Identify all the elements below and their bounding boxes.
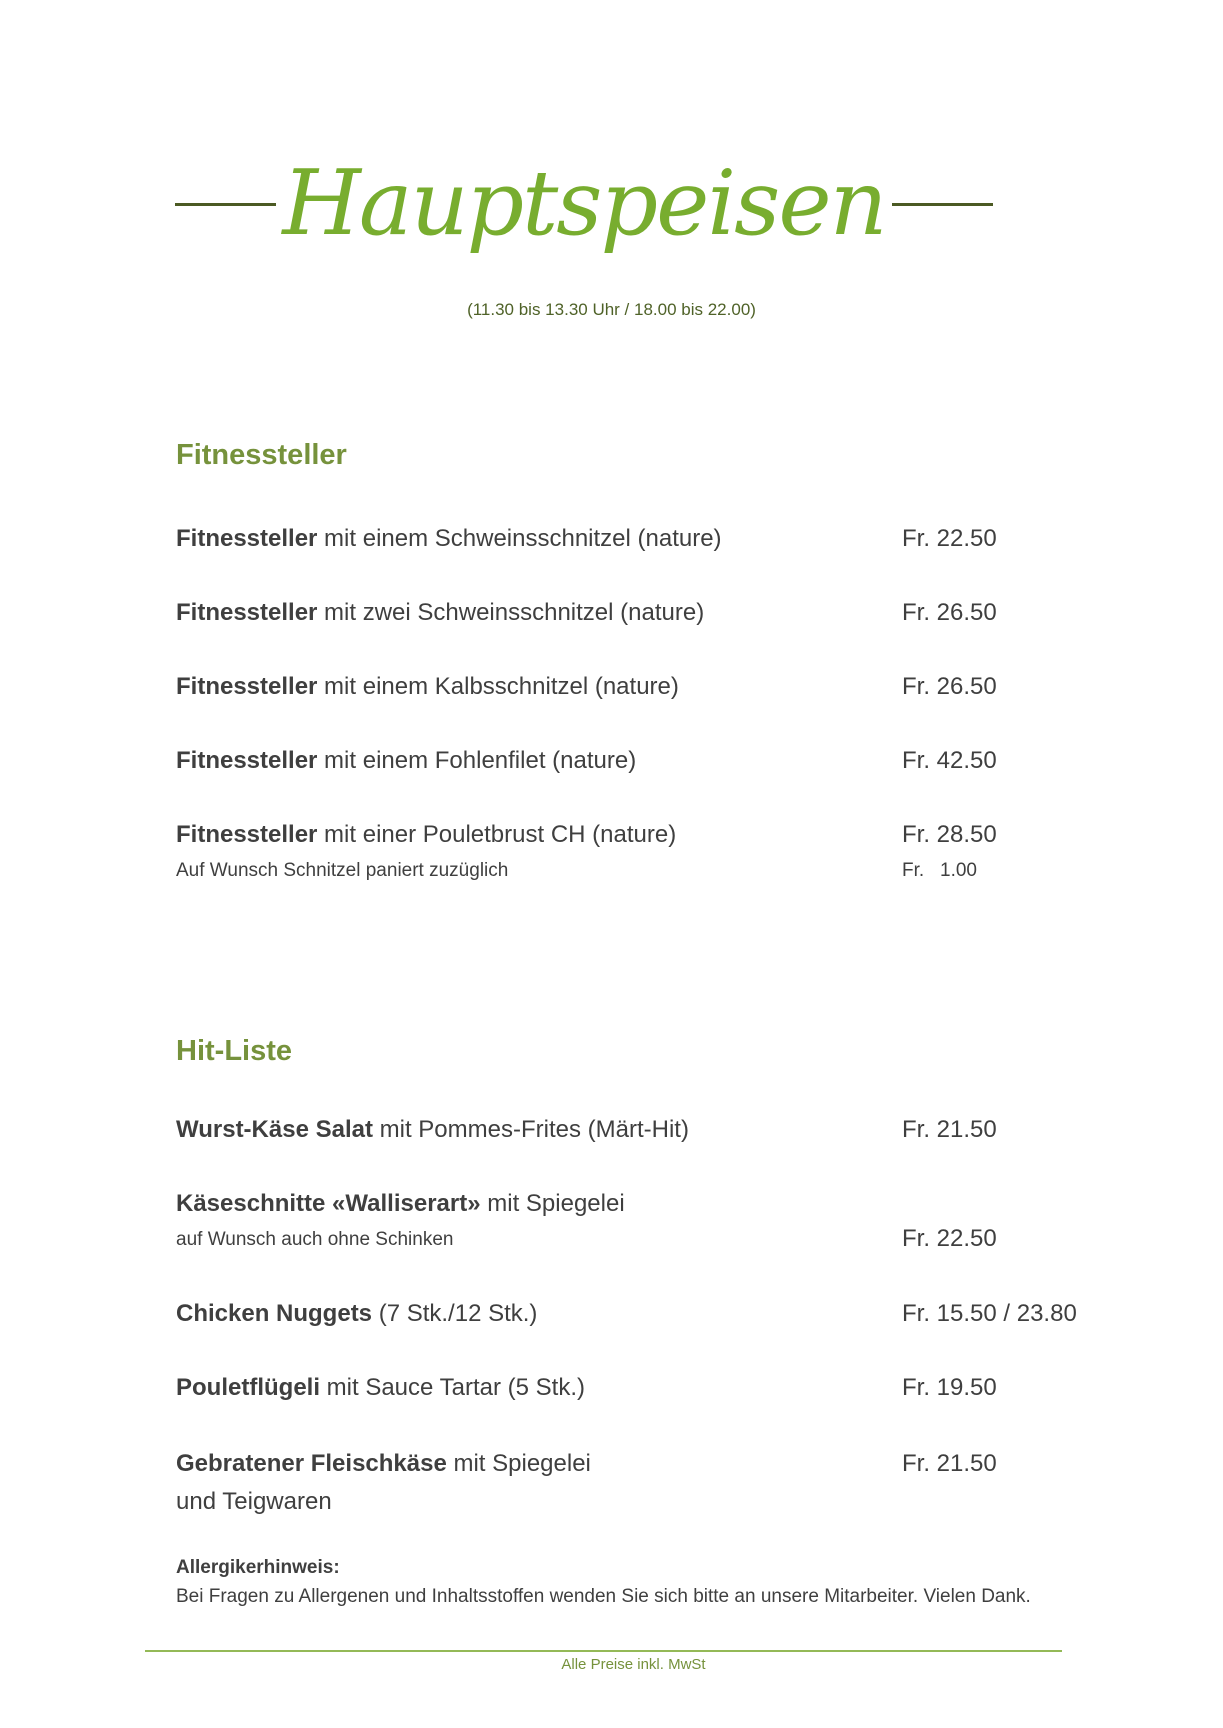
menu-item [176,524,1126,554]
item-price: Fr. 22.50 [902,1225,997,1252]
item-desc: mit Sauce Tartar (5 Stk.) [320,1374,585,1401]
item-name: Käseschnitte «Walliserart» [176,1190,481,1217]
item-price: Fr. 21.50 [902,1116,997,1143]
menu-item-note [176,1227,1126,1252]
allergy-text: Bei Fragen zu Allergenen und Inhaltsstoffen wenden Sie sich bitte an unsere Mitarbeiter. Vielen Dank. [176,1586,1031,1607]
item-desc: mit zwei Schweinsschnitzel (nature) [317,599,705,626]
menu-item [176,1373,1126,1403]
item-price: Fr. 26.50 [902,599,997,626]
menu-item [176,598,1126,628]
item-desc: (7 Stk./12 Stk.) [372,1300,538,1327]
item-desc: mit Pommes-Frites (Märt-Hit) [372,1116,689,1143]
opening-hours: (11.30 bis 13.30 Uhr / 18.00 bis 22.00) [467,300,756,319]
item-desc: mit einem Kalbsschnitzel (nature) [317,673,679,700]
item-desc: mit Spiegelei [480,1190,625,1217]
item-price: Fr. 19.50 [902,1374,997,1401]
section-heading-fitnessteller: Fitnessteller [176,439,347,471]
page-title: Hauptspeisen [282,151,886,256]
item-price: Fr. 15.50 / 23.80 [902,1300,1077,1327]
item-price: Fr. 22.50 [902,525,997,552]
item-desc-continued: und Teigwaren [176,1488,332,1515]
item-name: Fitnessteller [176,525,318,552]
menu-item [176,1299,1126,1329]
note-text: auf Wunsch auch ohne Schinken [176,1229,454,1250]
menu-item [176,1189,1126,1219]
menu-item [176,1115,1126,1145]
item-price: Fr. 42.50 [902,747,997,774]
menu-item [176,1449,1126,1479]
menu-item [176,820,1126,850]
item-name: Gebratener Fleischkäse [176,1450,447,1477]
item-name: Fitnessteller [176,821,318,848]
note-price: Fr. 1.00 [902,860,977,881]
allergy-heading: Allergikerhinweis: [176,1557,340,1578]
item-name: Pouletflügeli [176,1374,320,1401]
title-rule-right [892,203,993,206]
item-desc: mit einem Schweinsschnitzel (nature) [317,525,722,552]
item-desc: mit Spiegelei [446,1450,591,1477]
item-name: Chicken Nuggets [176,1300,373,1327]
item-price: Fr. 28.50 [902,821,997,848]
item-desc: mit einer Pouletbrust CH (nature) [317,821,677,848]
title-block [175,118,993,290]
footer-divider [145,1650,1062,1652]
section-heading-hit-liste: Hit-Liste [176,1035,292,1067]
item-name: Fitnessteller [176,673,318,700]
item-name: Wurst-Käse Salat [176,1116,373,1143]
footer-note: Alle Preise inkl. MwSt [561,1656,706,1673]
menu-item-note [176,858,1126,883]
item-price: Fr. 21.50 [902,1450,997,1477]
item-name: Fitnessteller [176,747,318,774]
item-desc: mit einem Fohlenfilet (nature) [317,747,637,774]
note-text: Auf Wunsch Schnitzel paniert zuzüglich [176,860,509,881]
menu-item [176,672,1126,702]
title-rule-left [175,203,276,206]
item-price: Fr. 26.50 [902,673,997,700]
item-name: Fitnessteller [176,599,318,626]
menu-item [176,746,1126,776]
